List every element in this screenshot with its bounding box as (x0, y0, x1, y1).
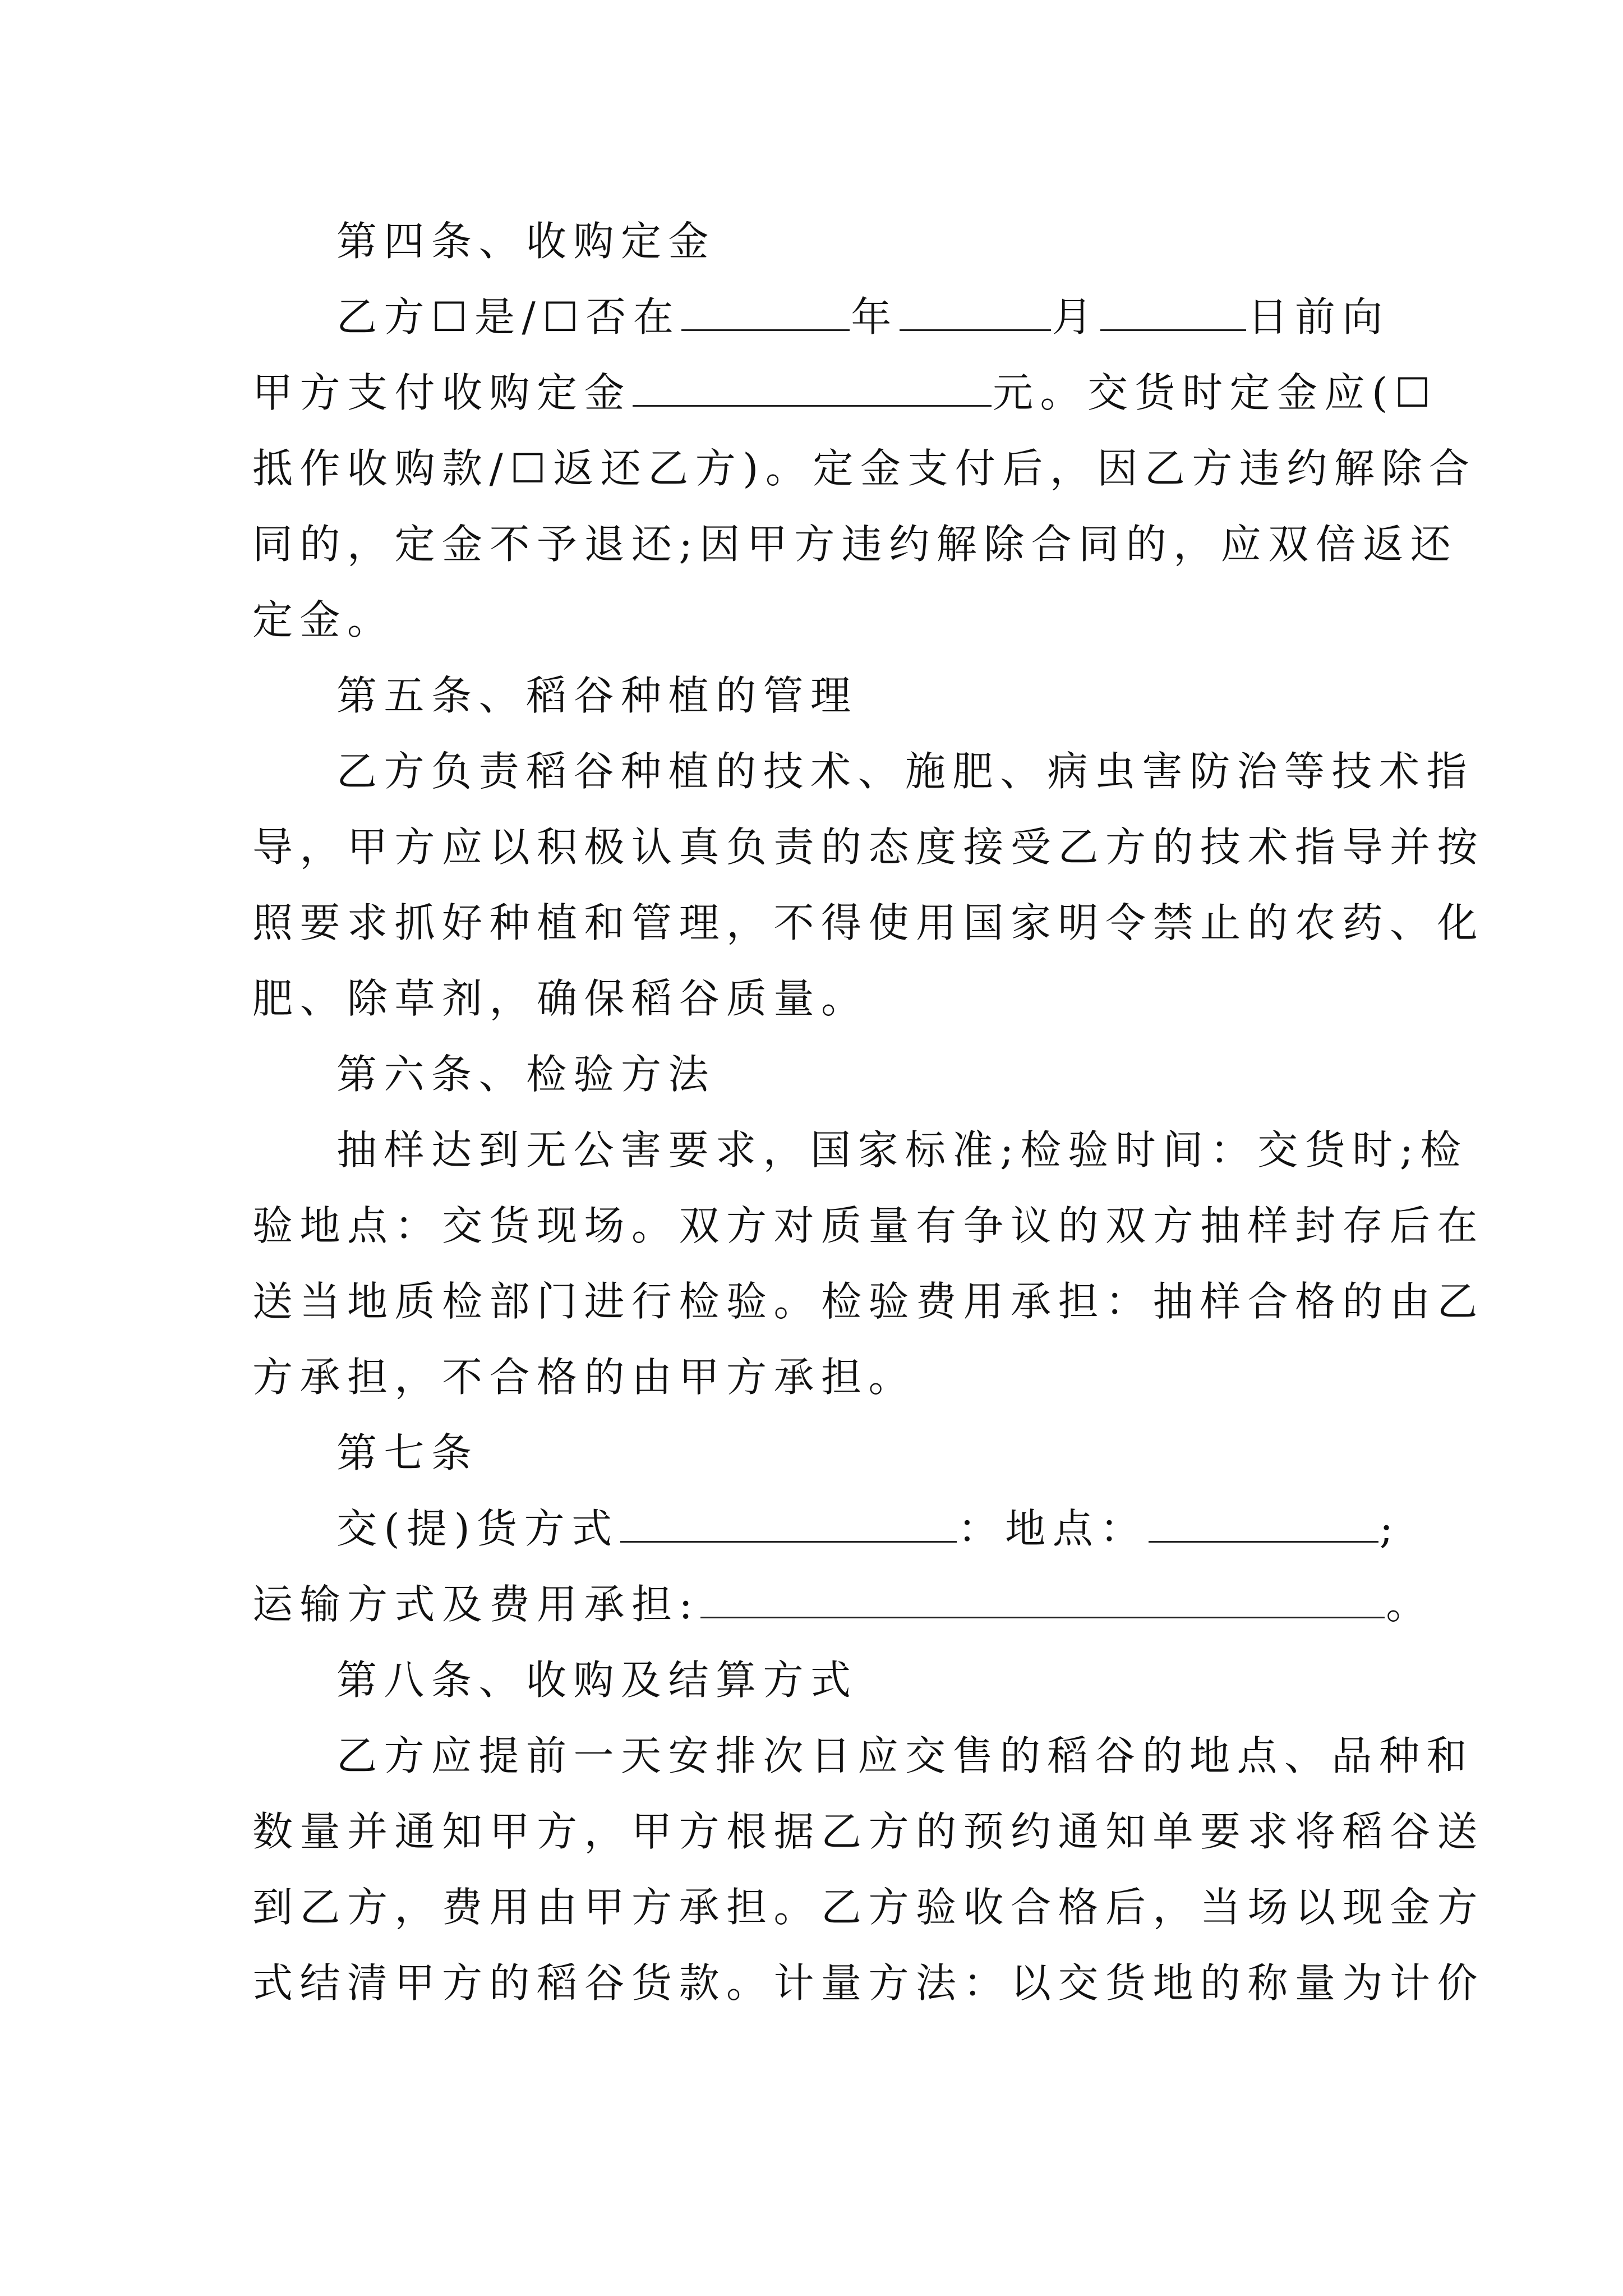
article4-line-2 (252, 365, 1438, 421)
article4-line-4: 同的，定金不予退还;因甲方违约解除合同的，应双倍返还 (252, 521, 1458, 568)
article4-l1a: 乙方☐是/☐否在 (336, 293, 681, 341)
article5-heading: 第五条、稻谷种植的管理 (336, 672, 858, 719)
article4-heading: 第四条、收购定金 (336, 218, 716, 265)
article4-line-5: 定金。 (252, 596, 395, 643)
article5-line-2: 导，甲方应以积极认真负责的态度接受乙方的技术指导并按 (252, 823, 1485, 871)
article4-l2b: 元。交货时定金应(☐ (993, 369, 1438, 416)
article4-l2a: 甲方支付收购定金 (252, 369, 632, 416)
article7-l1c: ; (1379, 1505, 1400, 1552)
delivery-method-blank[interactable] (620, 1507, 957, 1543)
article5-line-3: 照要求抓好种植和管理，不得使用国家明令禁止的农药、化 (252, 899, 1485, 946)
article8-heading: 第八条、收购及结算方式 (336, 1657, 858, 1704)
deposit-amount-blank[interactable] (633, 371, 992, 407)
article4-l1c: 月 (1052, 293, 1100, 341)
year-blank[interactable] (681, 296, 850, 331)
article7-l2b: 。 (1386, 1581, 1433, 1628)
article4-line-3: 抵作收购款/☐返还乙方)。定金支付后，因乙方违约解除合 (252, 445, 1477, 492)
article8-line-2: 数量并通知甲方，甲方根据乙方的预约通知单要求将稻谷送 (252, 1808, 1485, 1855)
article4-line-1 (336, 289, 1390, 345)
article7-heading: 第七条 (336, 1429, 479, 1476)
article7-l1b: ：地点： (957, 1505, 1147, 1552)
article6-heading: 第六条、检验方法 (336, 1051, 716, 1098)
article7-l1a: 交(提)货方式 (336, 1505, 619, 1552)
day-blank[interactable] (1100, 296, 1246, 331)
article8-line-4: 式结清甲方的稻谷货款。计量方法：以交货地的称量为计价 (252, 1959, 1485, 2007)
article4-l1d: 日前向 (1247, 293, 1390, 341)
location-blank[interactable] (1149, 1507, 1378, 1543)
article5-line-1: 乙方负责稻谷种植的技术、施肥、病虫害防治等技术指 (336, 748, 1474, 795)
article5-line-4: 肥、除草剂，确保稻谷质量。 (252, 975, 869, 1022)
article6-line-4: 方承担，不合格的由甲方承担。 (252, 1354, 916, 1401)
article6-line-1: 抽样达到无公害要求，国家标准;检验时间：交货时;检 (336, 1126, 1468, 1174)
article7-l2a: 运输方式及费用承担: (252, 1581, 700, 1628)
article8-line-1: 乙方应提前一天安排次日应交售的稻谷的地点、品种和 (336, 1732, 1474, 1779)
article4-l1b: 年 (851, 293, 898, 341)
transport-cost-blank[interactable] (700, 1583, 1385, 1618)
article6-line-3: 送当地质检部门进行检验。检验费用承担：抽样合格的由乙 (252, 1278, 1485, 1325)
article8-line-3: 到乙方，费用由甲方承担。乙方验收合格后，当场以现金方 (252, 1884, 1485, 1931)
article7-line-1 (336, 1501, 1400, 1557)
article6-line-2: 验地点：交货现场。双方对质量有争议的双方抽样封存后在 (252, 1202, 1485, 1249)
month-blank[interactable] (900, 296, 1051, 331)
article7-line-2 (252, 1576, 1433, 1632)
